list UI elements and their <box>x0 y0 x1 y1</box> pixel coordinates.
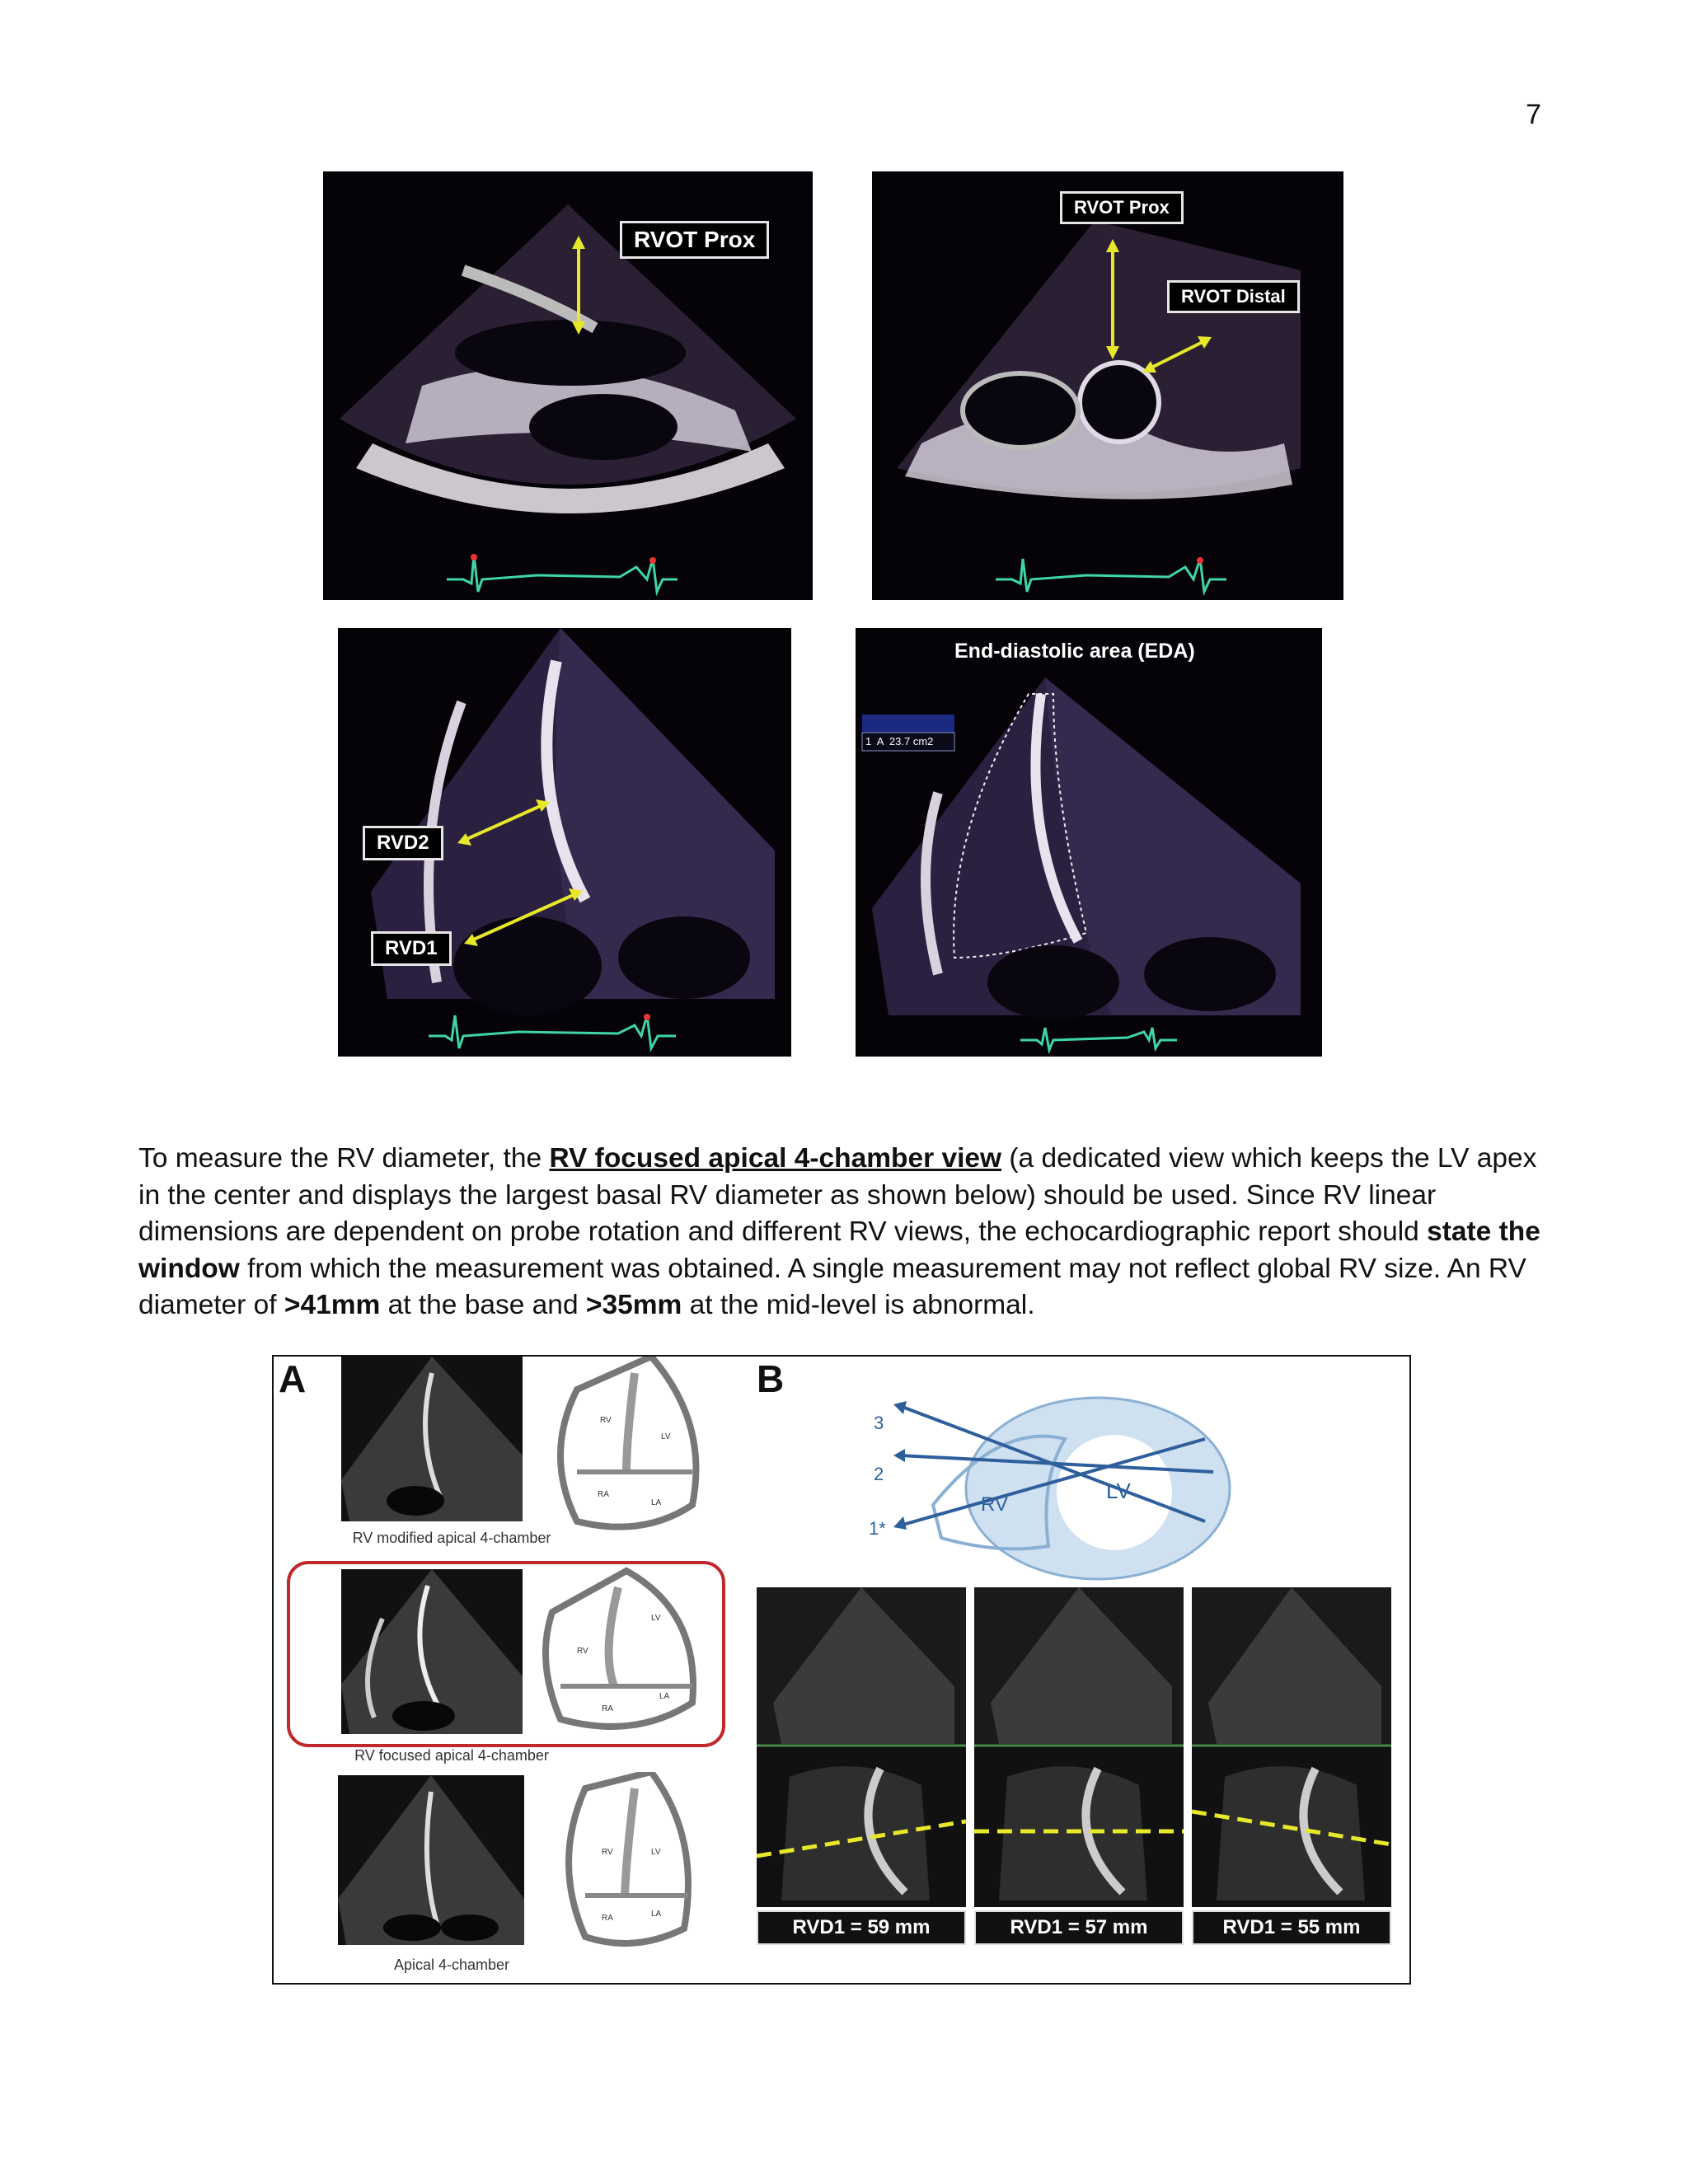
echo-image-eda <box>856 628 1322 1057</box>
rvd-echo-3 <box>1192 1587 1391 1907</box>
rvd-echo-2 <box>974 1587 1184 1907</box>
svg-text:LV: LV <box>661 1432 671 1441</box>
svg-text:LA: LA <box>659 1692 670 1701</box>
eda-readout: 1 A 23.7 cm2 <box>865 735 934 748</box>
diagram-lv-label: LV <box>1106 1479 1131 1503</box>
svg-text:LV: LV <box>651 1848 661 1857</box>
diagram-apical-4ch <box>528 1772 725 1953</box>
caption-rv-modified: RV modified apical 4-chamber <box>352 1530 551 1546</box>
label-rvot-prox: RVOT Prox <box>620 221 769 259</box>
eda-title: End-diastolic area (EDA) <box>954 640 1195 663</box>
rvd-echo-3-graphic <box>1192 1587 1391 1907</box>
rvd-value-3: RVD1 = 55 mm <box>1192 1910 1391 1945</box>
paragraph-underlined-view: RV focused apical 4-chamber view <box>549 1143 1002 1174</box>
svg-text:RA: RA <box>598 1490 609 1499</box>
echo-image-rvot-plax <box>323 171 813 600</box>
paragraph-text-4: at the base and <box>380 1290 586 1320</box>
rvd-echo-1-graphic <box>757 1587 966 1907</box>
svg-text:RA: RA <box>602 1704 613 1713</box>
diagram-rv-lines <box>851 1390 1263 1587</box>
rvd-echo-1 <box>757 1587 966 1907</box>
svg-text:RV: RV <box>600 1416 612 1425</box>
thumb-apical-4ch-graphic <box>338 1775 524 1945</box>
svg-text:LV: LV <box>651 1614 661 1623</box>
caption-apical-4ch: Apical 4-chamber <box>393 1957 510 1973</box>
label-rvd2: RVD2 <box>363 826 443 860</box>
caption-rv-focused: RV focused apical 4-chamber <box>354 1747 549 1764</box>
line-label-3: 3 <box>874 1413 884 1433</box>
paragraph-text-3: from which the measurement was obtained. A single measurement may not reflect global RV size. An RV diameter of <box>138 1253 1526 1320</box>
line-label-1: 1* <box>869 1518 886 1539</box>
paragraph-bold-window: state the window <box>138 1216 1540 1284</box>
page-number: 7 <box>1526 99 1541 130</box>
thumb-rv-focused-graphic <box>341 1569 523 1734</box>
diagram-rv-focused <box>528 1563 725 1744</box>
body-paragraph <box>138 1141 1556 1324</box>
paragraph-bold-35mm: >35mm <box>585 1290 682 1320</box>
svg-text:LA: LA <box>651 1910 662 1919</box>
thumb-rv-focused <box>341 1569 523 1734</box>
paragraph-text-1: To measure the RV diameter, the <box>138 1143 550 1174</box>
rvd-value-2: RVD1 = 57 mm <box>974 1910 1184 1945</box>
diagram-rv-label: RV <box>981 1493 1008 1516</box>
svg-text:RV: RV <box>602 1848 613 1857</box>
line-label-2: 2 <box>874 1464 884 1484</box>
svg-text:RA: RA <box>602 1914 613 1923</box>
echo-psax-graphic <box>872 171 1343 600</box>
rvd-echo-2-graphic <box>974 1587 1184 1907</box>
thumb-rv-modified-graphic <box>341 1357 523 1521</box>
echo-image-rvot-psax <box>872 171 1343 600</box>
label-rvot-distal: RVOT Distal <box>1167 280 1300 313</box>
paragraph-text-5: at the mid-level is abnormal. <box>682 1290 1035 1320</box>
panel-b-letter: B <box>757 1357 785 1400</box>
thumb-apical-4ch <box>338 1775 524 1945</box>
echo-eda-graphic <box>856 628 1322 1057</box>
diagram-rv-modified <box>528 1357 725 1538</box>
label-rvd1: RVD1 <box>371 931 452 966</box>
label-rvot-prox-2: RVOT Prox <box>1060 191 1184 224</box>
rvd-value-1: RVD1 = 59 mm <box>757 1910 966 1945</box>
svg-text:LA: LA <box>651 1498 662 1507</box>
panel-a-letter: A <box>279 1357 307 1400</box>
thumb-rv-modified <box>341 1357 523 1521</box>
echo-image-rvd <box>338 628 791 1057</box>
paragraph-text-2: (a dedicated view which keeps the LV apex in the center and displays the largest basal RV diameter as shown below) should be used. Since RV linear dimensions are dependent on probe rotation and different RV views, the echocardiographic report should <box>138 1143 1537 1247</box>
paragraph-bold-41mm: >41mm <box>284 1290 381 1320</box>
svg-text:RV: RV <box>577 1647 588 1656</box>
rv-views-figure <box>272 1355 1411 1985</box>
